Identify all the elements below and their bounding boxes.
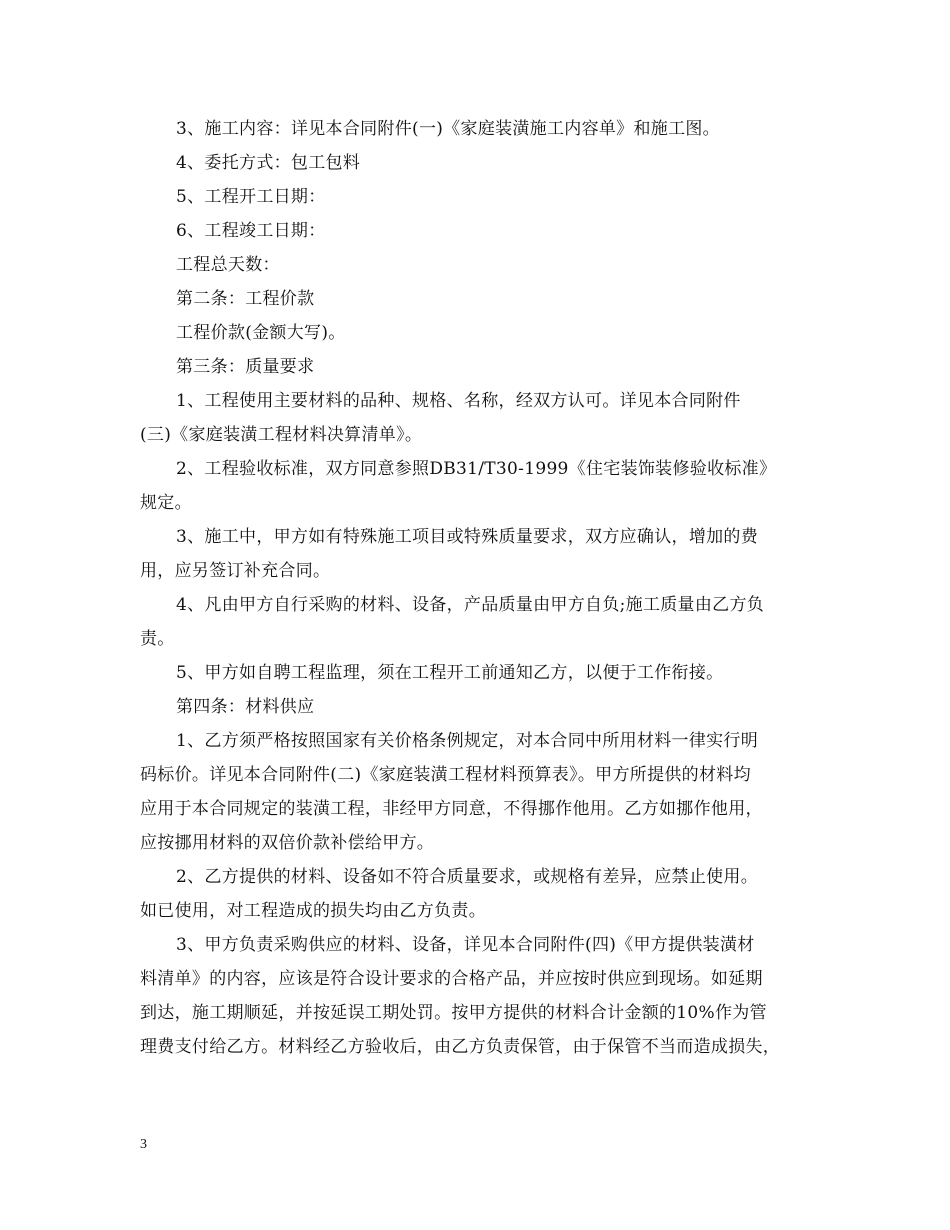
text-line: 理费支付给乙方。材料经乙方验收后，由乙方负责保管，由于保管不当而造成损失， [140, 1037, 781, 1057]
text-line: 3、甲方负责采购供应的材料、设备，详见本合同附件(四)《甲方提供装潢材 [176, 935, 755, 955]
text-line: 应按挪用材料的双倍价款补偿给甲方。 [140, 833, 435, 853]
text-line: 3、施工中，甲方如有特殊施工项目或特殊质量要求，双方应确认，增加的费 [176, 527, 759, 547]
text-line: 码标价。详见本合同附件(二)《家庭装潢工程材料预算表》。甲方所提供的材料均 [140, 765, 751, 785]
page-number: 3 [140, 1137, 147, 1152]
text-line: 4、委托方式：包工包料 [176, 153, 361, 173]
section-heading: 第三条：质量要求 [176, 357, 315, 377]
text-line: 到达，施工期顺延，并按延误工期处罚。按甲方提供的材料合计金额的10%作为管 [140, 1003, 767, 1023]
text-line: 5、甲方如自聘工程监理，须在工程开工前通知乙方，以便于工作衔接。 [176, 663, 724, 683]
text-line: 应用于本合同规定的装潢工程，非经甲方同意，不得挪作他用。乙方如挪作他用， [140, 799, 763, 819]
text-line: 规定。 [140, 493, 192, 513]
section-heading: 第四条：材料供应 [176, 697, 315, 717]
document-body [140, 112, 820, 1064]
text-line: 2、乙方提供的材料、设备如不符合质量要求，或规格有差异，应禁止使用。 [176, 867, 759, 887]
text-line: 1、乙方须严格按照国家有关价格条例规定，对本合同中所用材料一律实行明 [176, 731, 759, 751]
text-line: 6、工程竣工日期： [176, 221, 326, 241]
text-line: 用，应另签订补充合同。 [140, 561, 331, 581]
text-line: 料清单》的内容，应该是符合设计要求的合格产品，并应按时供应到现场。如延期 [140, 969, 763, 989]
text-line: 如已使用，对工程造成的损失均由乙方负责。 [140, 901, 486, 921]
section-heading: 第二条：工程价款 [176, 289, 315, 309]
text-line: 2、工程验收标准，双方同意参照DB31/T30-1999《住宅装饰装修验收标准》 [176, 459, 777, 479]
text-line: 工程价款(金额大写)。 [176, 323, 346, 343]
text-line: 工程总天数： [176, 255, 280, 275]
text-line: 责。 [140, 629, 175, 649]
text-line: 3、施工内容：详见本合同附件(一)《家庭装潢施工内容单》和施工图。 [176, 119, 720, 139]
text-line: 1、工程使用主要材料的品种、规格、名称，经双方认可。详见本合同附件 [176, 391, 741, 411]
text-line: (三)《家庭装潢工程材料决算清单》。 [140, 425, 423, 445]
text-line: 4、凡由甲方自行采购的材料、设备，产品质量由甲方自负;施工质量由乙方负 [176, 595, 765, 615]
text-line: 5、工程开工日期： [176, 187, 326, 207]
